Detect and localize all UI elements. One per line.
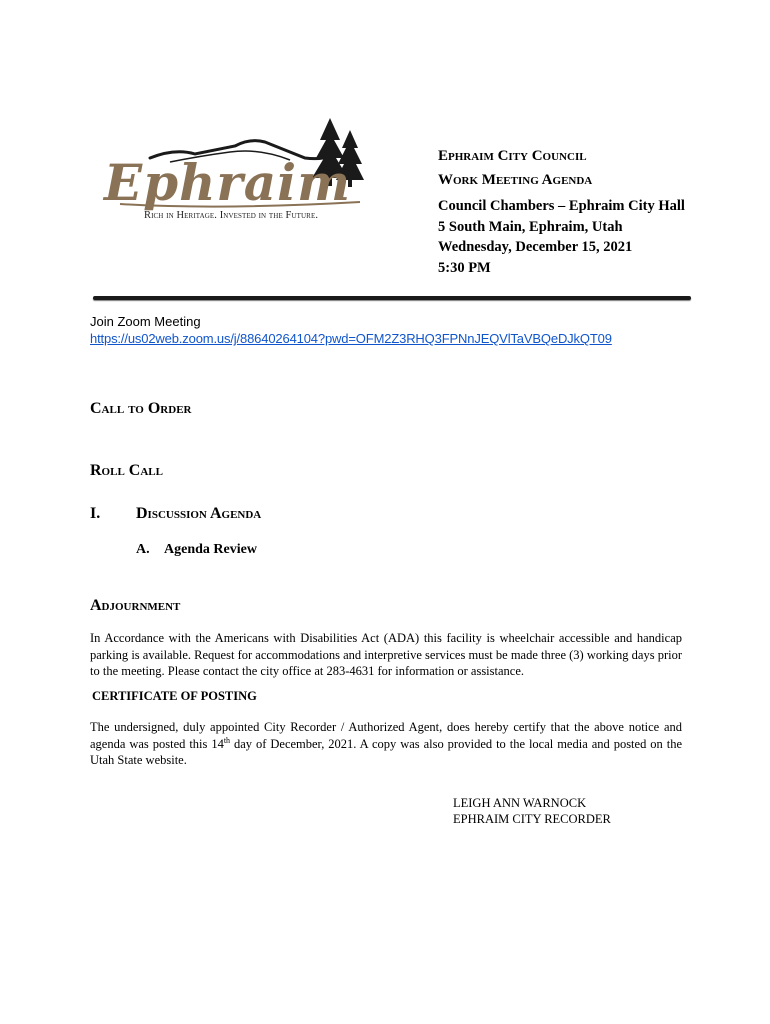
recorder-title: EPHRAIM CITY RECORDER [453, 812, 611, 826]
meeting-location: Council Chambers – Ephraim City Hall [438, 198, 685, 214]
meeting-type: Work Meeting Agenda [438, 172, 593, 188]
logo-graphic [100, 118, 385, 218]
zoom-block [90, 313, 612, 347]
ephraim-logo [100, 118, 385, 230]
org-name: Ephraim City Council [438, 148, 587, 164]
meeting-date: Wednesday, December 15, 2021 [438, 239, 633, 255]
certificate-text-after: day of December, 2021. A copy was also provided to the local media and posted on the Utah State website. [90, 736, 682, 767]
logo-wordmark: Ephraim [104, 153, 352, 212]
certificate-heading: CERTIFICATE OF POSTING [92, 689, 257, 703]
ada-notice: In Accordance with the Americans with Disabilities Act (ADA) this facility is wheelchair accessible and handicap parking is available. Request for accommodations and interpretive services must be made three (3) working days prior to the meeting. Please contact the city office at 283-4631 for information or assistance. [90, 631, 682, 678]
agenda-item-label: Agenda Review [164, 542, 257, 557]
certificate-text-before: The undersigned, duly appointed City Recorder / Authorized Agent, does hereby certify that the above notice and agenda was posted this 14 [90, 720, 682, 751]
recorder-name: LEIGH ANN WARNOCK [453, 796, 587, 810]
meeting-header [438, 144, 758, 278]
discussion-agenda-heading: Discussion Agenda [136, 505, 262, 522]
certificate-superscript: th [223, 735, 231, 745]
call-to-order-heading: Call to Order [90, 400, 192, 417]
adjournment-heading: Adjournment [90, 597, 181, 614]
agenda-item-letter: A. [136, 542, 150, 557]
header-divider [93, 296, 691, 300]
agenda-item [136, 542, 257, 558]
zoom-link[interactable]: https://us02web.zoom.us/j/88640264104?pwd=OFM2Z3RHQ3FPNnJEQVlTaVBQeDJkQT09 [90, 331, 612, 346]
roll-call-heading: Roll Call [90, 462, 163, 479]
logo-tagline: Rich in Heritage. Invested in the Future. [144, 210, 319, 221]
meeting-address: 5 South Main, Ephraim, Utah [438, 218, 623, 235]
zoom-label: Join Zoom Meeting [90, 314, 201, 329]
meeting-time: 5:30 PM [438, 259, 491, 276]
signature-block [453, 795, 611, 827]
discussion-number: I. [90, 505, 101, 522]
certificate-text [90, 719, 682, 769]
